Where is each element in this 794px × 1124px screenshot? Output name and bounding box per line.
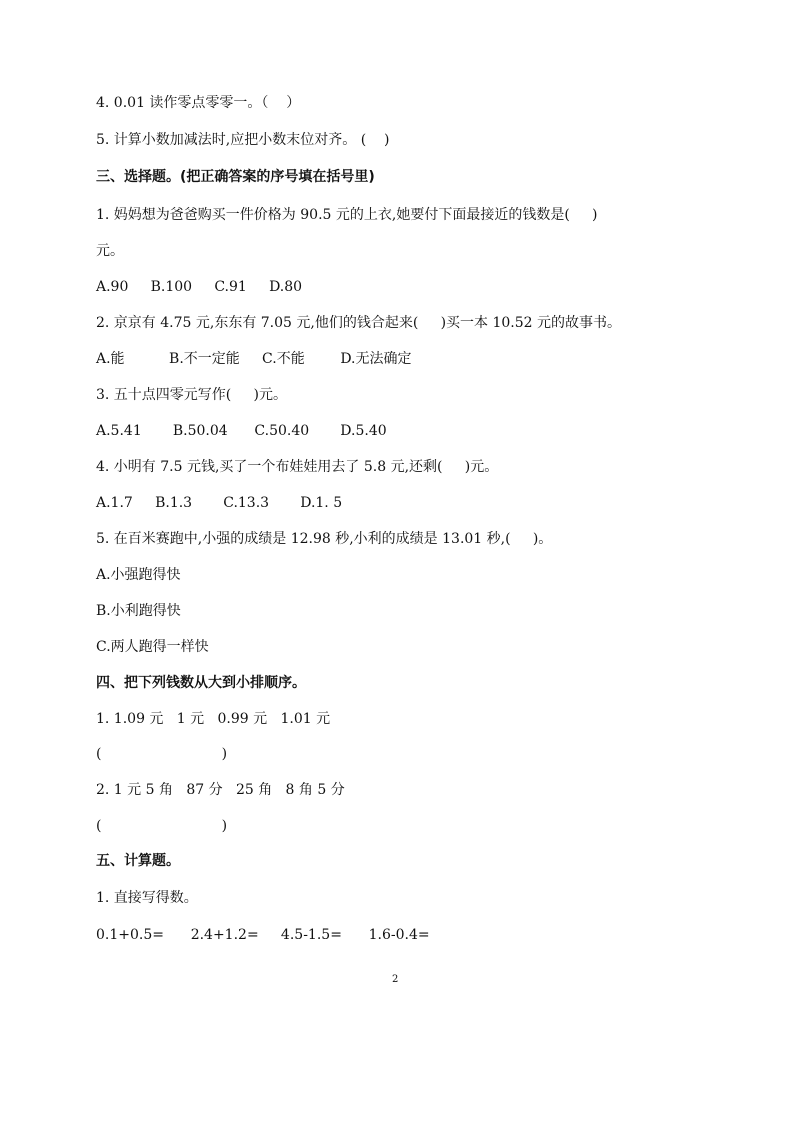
s3-q2-text: 2. 京京有 4.75 元,东东有 7.05 元,他们的钱合起来( )买一本 10.52 元的故事书。 [96, 315, 622, 331]
s3-q1-continued: 元。 [96, 243, 124, 259]
s3-q5-option-b: B.小利跑得快 [96, 603, 181, 619]
s3-q4-text: 4. 小明有 7.5 元钱,买了一个布娃娃用去了 5.8 元,还剩( )元。 [96, 459, 499, 475]
s5-q1-text: 1. 直接写得数。 [96, 890, 198, 906]
s3-q1-options: A.90 B.100 C.91 D.80 [96, 279, 303, 295]
s5-heading: 五、计算题。 [96, 853, 180, 869]
s4-q2-text: 2. 1 元 5 角 87 分 25 角 8 角 5 分 [96, 782, 345, 798]
s3-q2-options: A.能 B.不一定能 C.不能 D.无法确定 [96, 351, 412, 367]
s2-question-5: 5. 计算小数加减法时,应把小数末位对齐。 ( ) [96, 132, 390, 148]
s3-q4-options: A.1.7 B.1.3 C.13.3 D.1. 5 [96, 495, 343, 511]
s5-q1-items: 0.1+0.5= 2.4+1.2= 4.5-1.5= 1.6-0.4= [96, 927, 430, 943]
page-number: 2 [392, 974, 399, 985]
s3-q3-options: A.5.41 B.50.04 C.50.40 D.5.40 [96, 423, 387, 439]
s3-q1-text: 1. 妈妈想为爸爸购买一件价格为 90.5 元的上衣,她要付下面最接近的钱数是( ) [96, 207, 598, 223]
s2-question-4: 4. 0.01 读作零点零零一。（ ） [96, 95, 301, 111]
s4-heading: 四、把下列钱数从大到小排顺序。 [96, 675, 306, 691]
s3-q5-option-a: A.小强跑得快 [96, 567, 181, 583]
s4-q1-answer-blank: ( ) [96, 746, 228, 762]
s3-q3-text: 3. 五十点四零元写作( )元。 [96, 387, 287, 403]
s4-q2-answer-blank: ( ) [96, 818, 228, 834]
s3-q5-option-c: C.两人跑得一样快 [96, 639, 209, 655]
s3-heading: 三、选择题。(把正确答案的序号填在括号里) [96, 169, 375, 185]
s3-q5-text: 5. 在百米赛跑中,小强的成绩是 12.98 秒,小利的成绩是 13.01 秒,( )。 [96, 531, 553, 547]
s4-q1-text: 1. 1.09 元 1 元 0.99 元 1.01 元 [96, 711, 331, 727]
